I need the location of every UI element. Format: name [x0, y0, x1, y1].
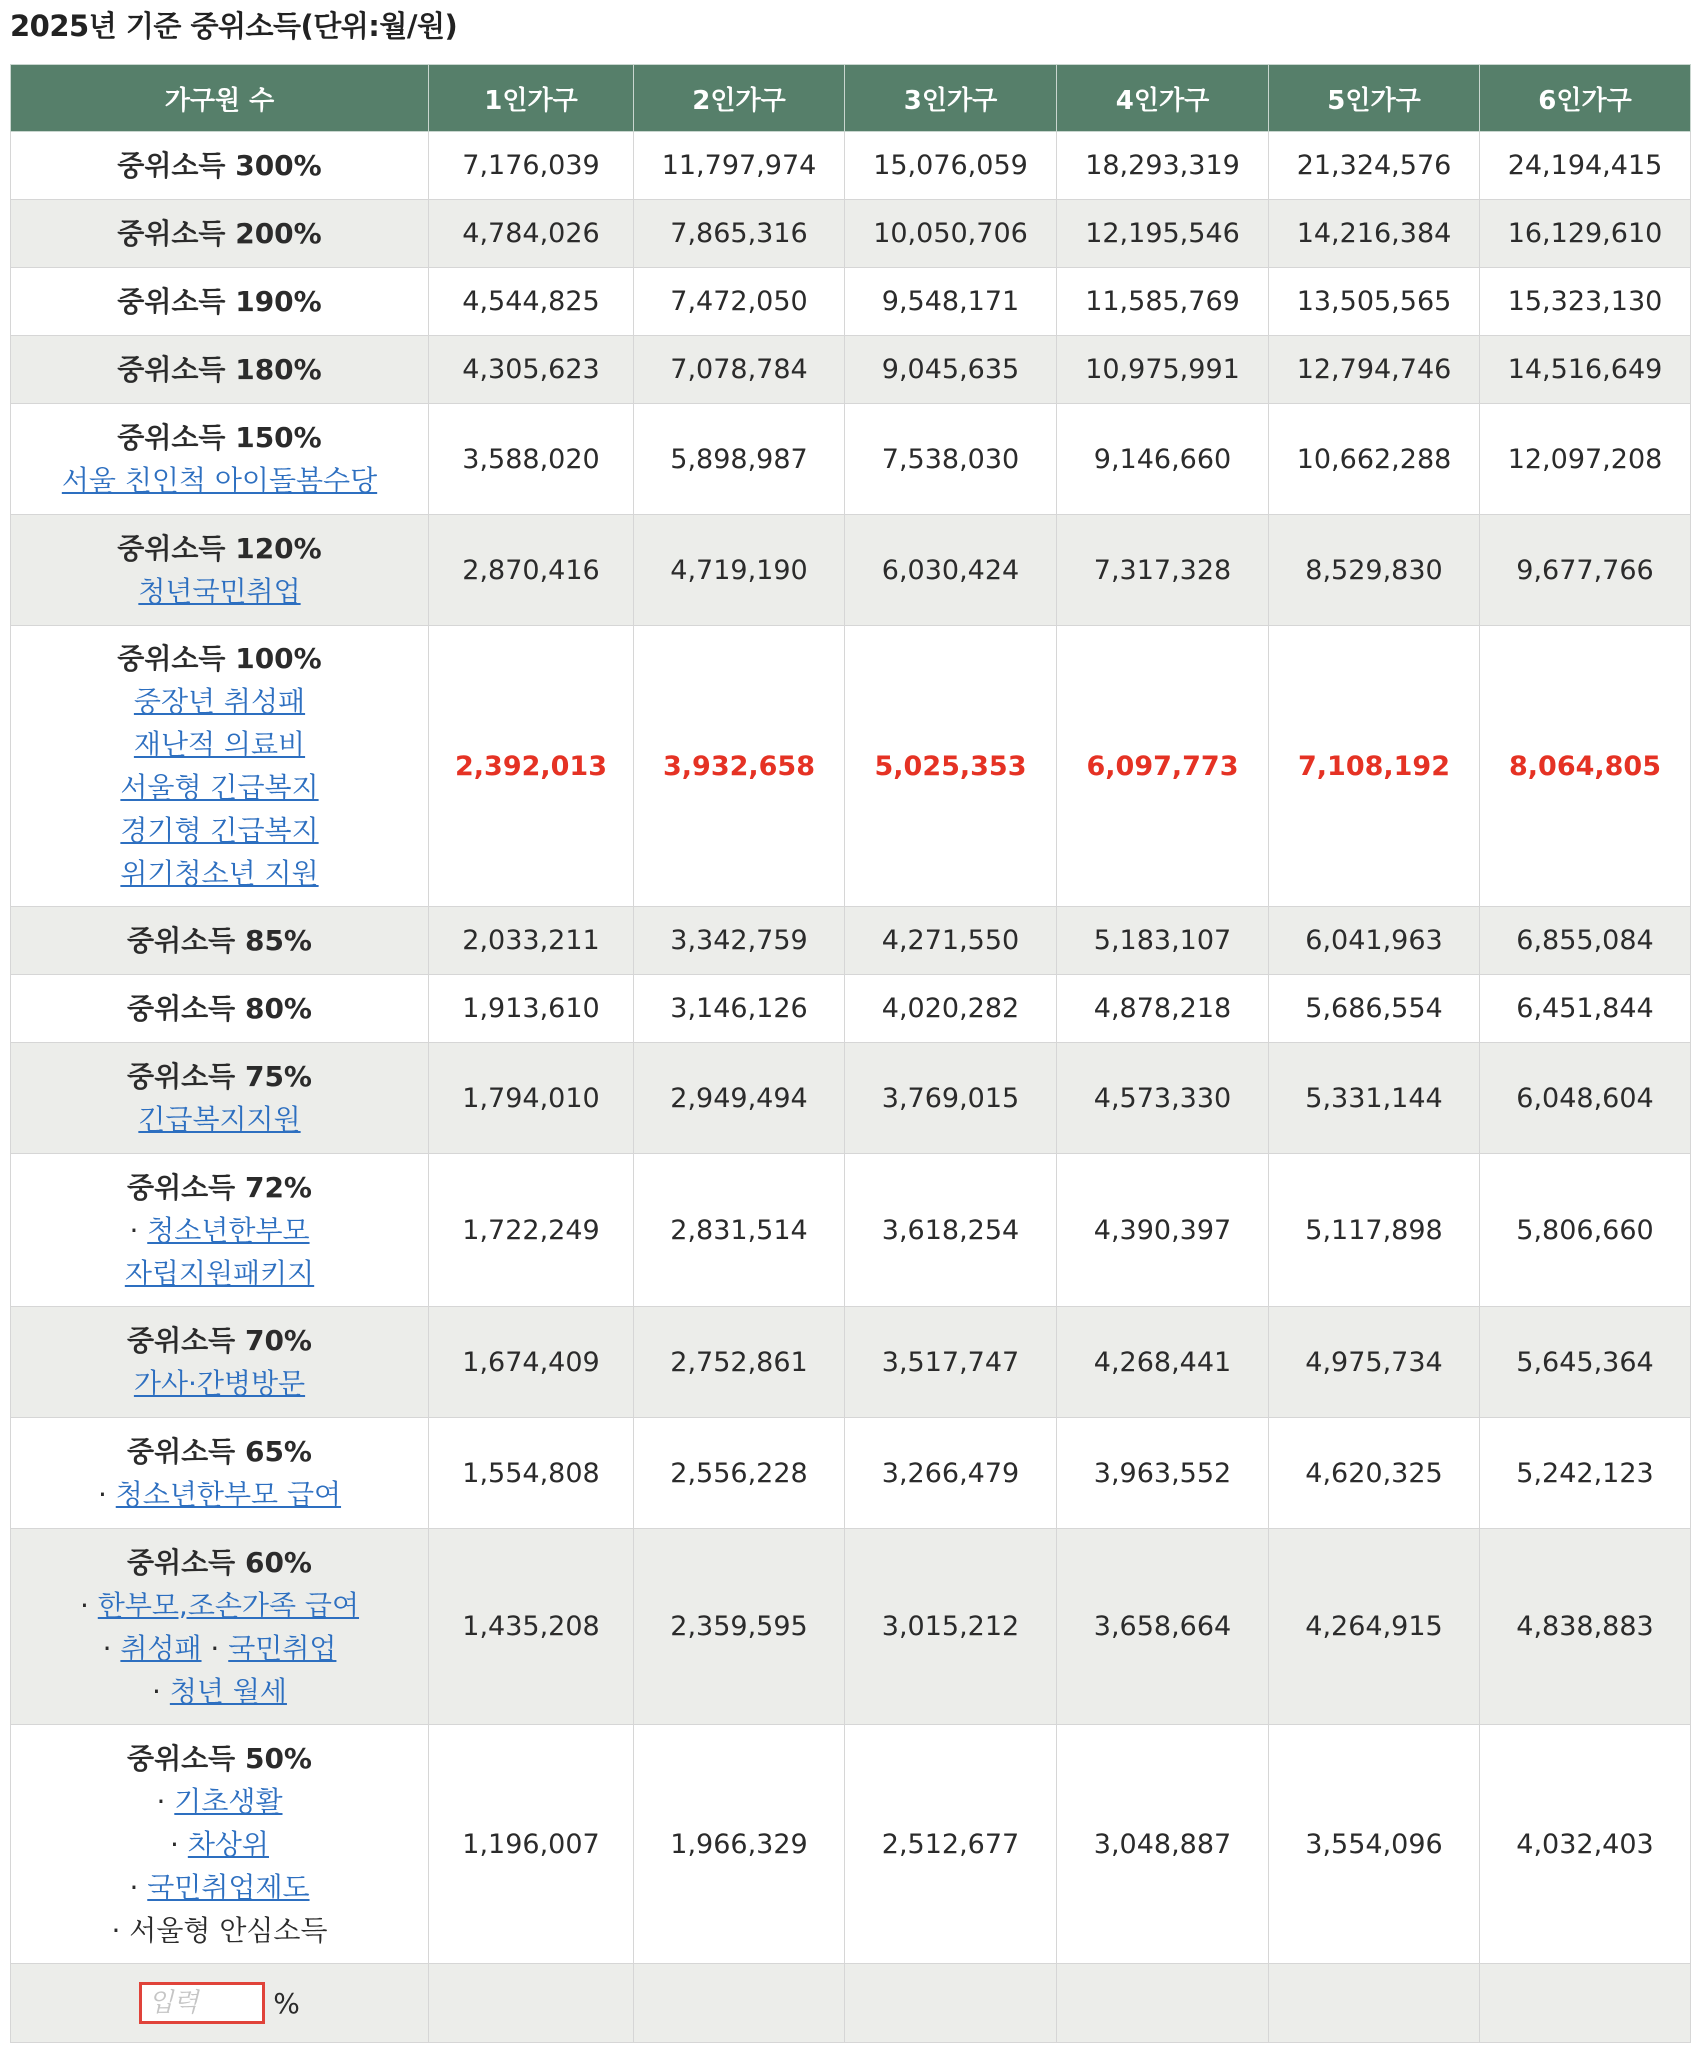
- income-value-cell: 7,108,192: [1269, 626, 1480, 907]
- benefit-link[interactable]: 중장년 취성패: [133, 685, 306, 718]
- income-value-cell: 2,870,416: [429, 515, 634, 626]
- income-percent-label: 중위소득 150%: [117, 421, 322, 454]
- income-value-cell: 6,855,084: [1480, 907, 1691, 975]
- income-value-cell: 3,963,552: [1057, 1418, 1269, 1529]
- income-value-cell: 5,645,364: [1480, 1307, 1691, 1418]
- income-value-cell: 2,359,595: [634, 1529, 845, 1725]
- income-value-cell: 4,268,441: [1057, 1307, 1269, 1418]
- income-value-cell: 12,097,208: [1480, 404, 1691, 515]
- benefit-line: [11, 1627, 428, 1670]
- benefit-link[interactable]: 자립지원패키지: [124, 1256, 315, 1290]
- income-value-cell: 3,932,658: [634, 626, 845, 907]
- table-row: [11, 1154, 1691, 1307]
- income-value-cell: 10,050,706: [845, 200, 1057, 268]
- bullet-mark: ·: [170, 1827, 188, 1861]
- income-value-cell: 4,390,397: [1057, 1154, 1269, 1307]
- income-value-cell: 4,305,623: [429, 336, 634, 404]
- custom-result-cell: [429, 1964, 634, 2043]
- income-percent-label: 중위소득 180%: [117, 353, 322, 386]
- benefit-link[interactable]: 재난적 의료비: [133, 728, 306, 761]
- income-value-cell: 4,032,403: [1480, 1725, 1691, 1964]
- income-value-cell: 7,317,328: [1057, 515, 1269, 626]
- header-household-2: 2인가구: [634, 65, 845, 132]
- income-percent-label: 중위소득 120%: [117, 532, 322, 565]
- row-label-cell: [11, 404, 429, 515]
- table-row: [11, 1043, 1691, 1154]
- table-row: [11, 268, 1691, 336]
- custom-percent-cell: [11, 1964, 429, 2043]
- income-value-cell: 10,662,288: [1269, 404, 1480, 515]
- benefit-link[interactable]: 청소년한부모 급여: [115, 1478, 342, 1511]
- bullet-mark: ·: [201, 1631, 229, 1665]
- income-value-cell: 7,472,050: [634, 268, 845, 336]
- income-value-cell: 11,797,974: [634, 132, 845, 200]
- income-value-cell: 7,865,316: [634, 200, 845, 268]
- income-value-cell: 1,196,007: [429, 1725, 634, 1964]
- income-value-cell: 5,117,898: [1269, 1154, 1480, 1307]
- income-value-cell: 6,048,604: [1480, 1043, 1691, 1154]
- bullet-mark: ·: [152, 1674, 170, 1708]
- income-value-cell: 9,548,171: [845, 268, 1057, 336]
- row-label-cell: [11, 1043, 429, 1154]
- benefit-link[interactable]: 경기형 긴급복지: [120, 814, 319, 847]
- income-percent-label: 중위소득 100%: [117, 642, 322, 675]
- row-label-cell: [11, 336, 429, 404]
- header-household-6: 6인가구: [1480, 65, 1691, 132]
- benefit-link[interactable]: 서울형 긴급복지: [120, 771, 319, 804]
- income-value-cell: 7,538,030: [845, 404, 1057, 515]
- income-value-cell: 3,266,479: [845, 1418, 1057, 1529]
- income-value-cell: 5,025,353: [845, 626, 1057, 907]
- table-row: [11, 907, 1691, 975]
- income-value-cell: 5,806,660: [1480, 1154, 1691, 1307]
- income-value-cell: 5,183,107: [1057, 907, 1269, 975]
- benefit-link[interactable]: 청년 월세: [169, 1674, 287, 1708]
- custom-result-cell: [1269, 1964, 1480, 2043]
- table-body: [11, 132, 1691, 2043]
- benefit-line: [11, 723, 428, 766]
- benefit-line: [11, 1209, 428, 1252]
- benefit-line: [11, 1909, 428, 1952]
- table-row: [11, 336, 1691, 404]
- table-row: [11, 1418, 1691, 1529]
- benefit-link[interactable]: 서울 친인척 아이돌봄수당: [61, 464, 378, 497]
- income-value-cell: 12,794,746: [1269, 336, 1480, 404]
- income-percent-label: 중위소득 72%: [127, 1170, 312, 1204]
- income-value-cell: 2,033,211: [429, 907, 634, 975]
- table-row: [11, 975, 1691, 1043]
- benefit-link[interactable]: 청소년한부모: [147, 1213, 310, 1247]
- table-row: [11, 1307, 1691, 1418]
- bullet-mark: ·: [102, 1631, 121, 1665]
- income-value-cell: 18,293,319: [1057, 132, 1269, 200]
- income-value-cell: 4,878,218: [1057, 975, 1269, 1043]
- benefit-link[interactable]: 위기청소년 지원: [120, 857, 319, 890]
- income-value-cell: 2,392,013: [429, 626, 634, 907]
- benefit-line: [11, 1670, 428, 1713]
- income-value-cell: 2,512,677: [845, 1725, 1057, 1964]
- income-value-cell: 1,674,409: [429, 1307, 634, 1418]
- header-household-5: 5인가구: [1269, 65, 1480, 132]
- bullet-mark: ·: [129, 1870, 148, 1904]
- table-header-row: [11, 65, 1691, 132]
- benefit-link[interactable]: 취성패: [120, 1631, 202, 1665]
- row-label-cell: [11, 1725, 429, 1964]
- row-label-cell: [11, 132, 429, 200]
- benefit-link[interactable]: 청년국민취업: [138, 575, 301, 608]
- benefit-line: [11, 570, 428, 613]
- bullet-mark: ·: [111, 1913, 130, 1947]
- custom-result-cell: [845, 1964, 1057, 2043]
- row-label-cell: [11, 1418, 429, 1529]
- income-value-cell: 5,898,987: [634, 404, 845, 515]
- income-value-cell: 6,097,773: [1057, 626, 1269, 907]
- income-value-cell: 1,722,249: [429, 1154, 634, 1307]
- table-row: [11, 200, 1691, 268]
- benefit-line: [11, 459, 428, 502]
- benefit-line: [11, 1098, 428, 1141]
- table-row: [11, 404, 1691, 515]
- income-value-cell: 1,913,610: [429, 975, 634, 1043]
- income-percent-label: 중위소득 200%: [117, 217, 322, 250]
- benefit-link[interactable]: 기초생활: [174, 1784, 283, 1818]
- income-value-cell: 6,041,963: [1269, 907, 1480, 975]
- income-value-cell: 2,949,494: [634, 1043, 845, 1154]
- header-household-1: 1인가구: [429, 65, 634, 132]
- income-percent-label: 중위소득 85%: [127, 924, 312, 957]
- income-value-cell: 3,146,126: [634, 975, 845, 1043]
- income-value-cell: 3,517,747: [845, 1307, 1057, 1418]
- benefit-line: [11, 809, 428, 852]
- page-title: 2025년 기준 중위소득(단위:월/원): [10, 9, 458, 43]
- income-value-cell: 8,529,830: [1269, 515, 1480, 626]
- income-value-cell: 2,752,861: [634, 1307, 845, 1418]
- income-value-cell: 7,176,039: [429, 132, 634, 200]
- income-value-cell: 5,331,144: [1269, 1043, 1480, 1154]
- benefit-link[interactable]: 가사·간병방문: [133, 1367, 306, 1400]
- benefit-link[interactable]: 한부모,조손가족 급여: [97, 1588, 360, 1622]
- benefit-line: [11, 852, 428, 895]
- benefit-link[interactable]: 국민취업제도: [147, 1870, 310, 1904]
- income-value-cell: 3,769,015: [845, 1043, 1057, 1154]
- benefit-text: 서울형 안심소득: [129, 1913, 328, 1947]
- income-value-cell: 15,076,059: [845, 132, 1057, 200]
- income-value-cell: 1,435,208: [429, 1529, 634, 1725]
- row-label-cell: [11, 268, 429, 336]
- income-value-cell: 3,588,020: [429, 404, 634, 515]
- income-value-cell: 14,516,649: [1480, 336, 1691, 404]
- income-percent-label: 중위소득 80%: [127, 992, 312, 1025]
- header-household-size: 가구원 수: [11, 65, 429, 132]
- row-label-cell: [11, 975, 429, 1043]
- benefit-line: [11, 1866, 428, 1909]
- income-percent-label: 중위소득 65%: [127, 1435, 312, 1468]
- row-label-cell: [11, 515, 429, 626]
- income-value-cell: 7,078,784: [634, 336, 845, 404]
- income-value-cell: 4,544,825: [429, 268, 634, 336]
- row-label-cell: [11, 1307, 429, 1418]
- benefit-link[interactable]: 긴급복지지원: [138, 1103, 301, 1136]
- income-value-cell: 1,794,010: [429, 1043, 634, 1154]
- income-value-cell: 11,585,769: [1057, 268, 1269, 336]
- table-row: [11, 626, 1691, 907]
- income-value-cell: 4,719,190: [634, 515, 845, 626]
- income-percent-label: 중위소득 75%: [127, 1060, 312, 1093]
- custom-result-cell: [634, 1964, 845, 2043]
- custom-result-cell: [1480, 1964, 1691, 2043]
- income-value-cell: 9,045,635: [845, 336, 1057, 404]
- income-value-cell: 2,556,228: [634, 1418, 845, 1529]
- income-value-cell: 3,048,887: [1057, 1725, 1269, 1964]
- income-value-cell: 9,146,660: [1057, 404, 1269, 515]
- income-value-cell: 4,020,282: [845, 975, 1057, 1043]
- income-value-cell: 16,129,610: [1480, 200, 1691, 268]
- row-label-cell: [11, 1154, 429, 1307]
- bullet-mark: ·: [156, 1784, 175, 1818]
- income-value-cell: 1,554,808: [429, 1418, 634, 1529]
- income-value-cell: 8,064,805: [1480, 626, 1691, 907]
- benefit-link[interactable]: 국민취업: [228, 1631, 337, 1665]
- row-label-cell: [11, 200, 429, 268]
- income-percent-label: 중위소득 60%: [127, 1545, 312, 1579]
- percent-unit-label: %: [273, 1986, 300, 2020]
- table-row: [11, 1529, 1691, 1725]
- table-row: [11, 515, 1691, 626]
- benefit-line: [11, 1252, 428, 1295]
- income-value-cell: 4,620,325: [1269, 1418, 1480, 1529]
- income-value-cell: 9,677,766: [1480, 515, 1691, 626]
- benefit-line: [11, 1362, 428, 1405]
- table-row: [11, 1725, 1691, 1964]
- row-label-cell: [11, 626, 429, 907]
- bullet-mark: ·: [79, 1588, 98, 1622]
- benefit-line: [11, 1780, 428, 1823]
- income-value-cell: 10,975,991: [1057, 336, 1269, 404]
- income-value-cell: 4,838,883: [1480, 1529, 1691, 1725]
- income-value-cell: 6,030,424: [845, 515, 1057, 626]
- income-value-cell: 4,271,550: [845, 907, 1057, 975]
- income-value-cell: 12,195,546: [1057, 200, 1269, 268]
- income-value-cell: 14,216,384: [1269, 200, 1480, 268]
- income-value-cell: 3,015,212: [845, 1529, 1057, 1725]
- benefit-line: [11, 680, 428, 723]
- custom-result-cell: [1057, 1964, 1269, 2043]
- income-value-cell: 21,324,576: [1269, 132, 1480, 200]
- income-value-cell: 4,975,734: [1269, 1307, 1480, 1418]
- median-income-table: [10, 64, 1691, 2043]
- header-household-4: 4인가구: [1057, 65, 1269, 132]
- income-value-cell: 1,966,329: [634, 1725, 845, 1964]
- income-value-cell: 4,264,915: [1269, 1529, 1480, 1725]
- percent-input[interactable]: [139, 1982, 265, 2024]
- income-value-cell: 5,242,123: [1480, 1418, 1691, 1529]
- income-value-cell: 5,686,554: [1269, 975, 1480, 1043]
- bullet-mark: ·: [97, 1478, 116, 1511]
- benefit-line: [11, 1473, 428, 1516]
- income-value-cell: 15,323,130: [1480, 268, 1691, 336]
- income-value-cell: 13,505,565: [1269, 268, 1480, 336]
- income-value-cell: 3,658,664: [1057, 1529, 1269, 1725]
- income-value-cell: 4,784,026: [429, 200, 634, 268]
- income-value-cell: 24,194,415: [1480, 132, 1691, 200]
- income-percent-label: 중위소득 70%: [127, 1324, 312, 1357]
- custom-percent-row: [11, 1964, 1691, 2043]
- benefit-line: [11, 766, 428, 809]
- benefit-line: [11, 1584, 428, 1627]
- header-household-3: 3인가구: [845, 65, 1057, 132]
- income-percent-label: 중위소득 50%: [127, 1741, 312, 1775]
- income-value-cell: 2,831,514: [634, 1154, 845, 1307]
- benefit-line: [11, 1823, 428, 1866]
- income-percent-label: 중위소득 190%: [117, 285, 322, 318]
- row-label-cell: [11, 1529, 429, 1725]
- row-label-cell: [11, 907, 429, 975]
- benefit-link[interactable]: 차상위: [187, 1827, 269, 1861]
- income-value-cell: 3,342,759: [634, 907, 845, 975]
- income-value-cell: 4,573,330: [1057, 1043, 1269, 1154]
- income-value-cell: 6,451,844: [1480, 975, 1691, 1043]
- table-row: [11, 132, 1691, 200]
- income-value-cell: 3,618,254: [845, 1154, 1057, 1307]
- income-percent-label: 중위소득 300%: [117, 149, 322, 182]
- bullet-mark: ·: [129, 1213, 148, 1247]
- income-value-cell: 3,554,096: [1269, 1725, 1480, 1964]
